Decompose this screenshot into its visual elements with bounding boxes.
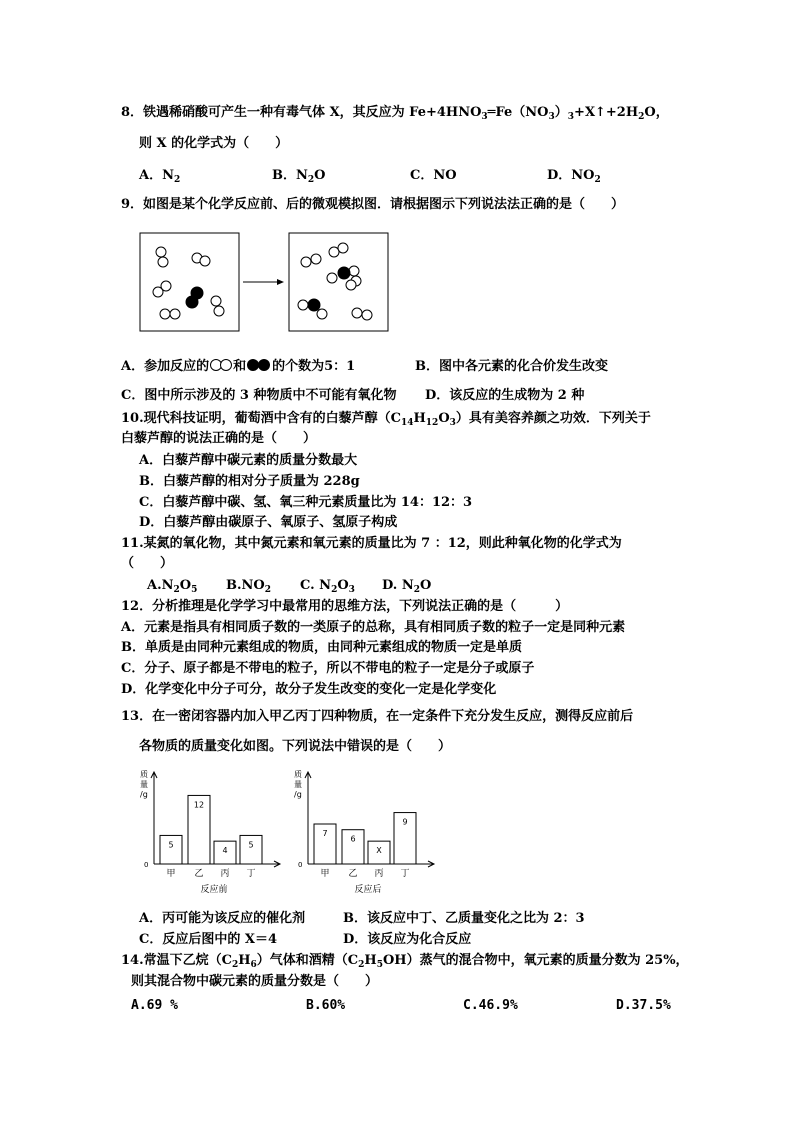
y-axis-label: 量 [140,780,148,789]
y-axis-label: 质 [294,770,302,779]
mass-chart-after [292,768,442,896]
q9-option-c: C．图中所示涉及的 3 种物质中不可能有氧化物 [121,388,397,403]
q8-option-a: A．$N_2$ [139,168,181,185]
data-label: 6 [350,834,356,844]
q14-option-c: C.46.9% [463,998,518,1013]
mass-chart-before [138,768,288,896]
x-tick-label: 丁 [400,869,410,879]
open-pair-icon [209,358,233,372]
q13-option-c: C．反应后图中的 X＝4 [139,932,278,947]
x-tick-label: 乙 [194,869,204,879]
q12-stem: 12．分析推理是化学学习中最常用的思维方法，下列说法正确的是（ ） [121,599,569,614]
q13-option-d: D．该反应为化合反应 [343,932,472,947]
q8-option-c: C．NO [410,168,457,183]
data-label: 12 [193,800,205,810]
chart-title: 反应后 [354,885,382,895]
data-label: 7 [322,829,328,838]
chart-title: 反应前 [200,885,228,895]
q8-stem: 8．铁遇稀硝酸可产生一种有毒气体 X，其反应为 $Fe+4HNO_3═Fe(NO_3)_3+X↑+2H_2O$， [121,105,669,122]
q14-option-a: A.69 % [131,998,178,1013]
x-tick-label: 丙 [374,869,384,879]
q12-option-d: D．化学变化中分子可分，故分子发生改变的变化一定是化学变化 [121,682,497,697]
q10-option-d: D．白藜芦醇由碳原子、氧原子、氢原子构成 [139,515,398,530]
q12-option-b: B．单质是由同种元素组成的物质，由同种元素组成的物质一定是单质 [121,640,522,655]
q13-option-a: A．丙可能为该反应的催化剂 [139,911,306,926]
q14-stem: 14.常温下乙烷$(C_2H_6)$气体和酒精$(C_2H_5OH)$蒸气的混合物中，氧元素的质量分数为 25%， [121,953,689,970]
q13-line2: 各物质的质量变化如图。下列说法中错误的是（ ） [139,739,452,754]
q10-option-c: C．白藜芦醇中碳、氢、氧三种元素质量比为 14：12：3 [139,495,473,510]
x-tick-label: 丙 [220,869,230,879]
origin-label: 0 [144,861,149,869]
q10-stem: 10.现代科技证明，葡萄酒中含有的白藜芦醇$(C_{14}H_{12}O_3)$具有美容养颜之功效．下列关于 [121,411,651,428]
q8-option-b: B．$N_2O$ [272,168,326,185]
box-before [140,233,239,331]
y-axis-label: /g [294,790,302,799]
q9-option-a: A．参加反应的 和 的个数为5：1 [121,359,356,374]
x-tick-label: 乙 [348,869,358,879]
q14-line2: 则其混合物中碳元素的质量分数是（ ） [131,974,379,989]
x-tick-label: 甲 [320,869,330,879]
q11-line2: （ ） [121,556,174,571]
q8-option-d: D．$NO_2$ [547,168,601,185]
data-label: 4 [222,846,228,856]
data-label: 5 [168,840,174,850]
q11-option-c: C. $N_2O_3$ [300,578,355,595]
reaction-micro-diagram [138,230,394,334]
q8-line2: 则 X 的化学式为（ ） [139,136,289,151]
q14-option-d: D.37.5% [616,998,671,1013]
q11-option-a: $A.N_2O_5$ [147,578,198,595]
y-axis-label: 量 [294,780,302,789]
q14-option-b: B.60% [306,998,346,1013]
y-axis-label: /g [140,790,148,799]
reaction-arrow-head [277,279,284,285]
q10-option-a: A．白藜芦醇中碳元素的质量分数最大 [139,453,358,468]
q10-option-b: B．白藜芦醇的相对分子质量为 228g [139,474,360,489]
data-label: 9 [402,817,408,827]
q10-line2: 白藜芦醇的说法正确的是（ ） [121,431,317,446]
q9-option-b: B．图中各元素的化合价发生改变 [415,359,608,374]
q11-stem: 11.某氮的氧化物，其中氮元素和氧元素的质量比为 7 ：12，则此种氧化物的化学式为 [121,536,622,551]
filled-pair-icon [246,358,272,372]
data-label: X [376,846,382,856]
q11-option-d: D. $N_2O$ [382,578,432,595]
q11-option-b: $B.NO_2$ [226,578,271,595]
origin-label: 0 [298,861,303,869]
data-label: 5 [248,840,254,850]
q12-option-a: A．元素是指具有相同质子数的一类原子的总称，具有相同质子数的粒子一定是同种元素 [121,620,626,635]
q12-option-c: C．分子、原子都是不带电的粒子，所以不带电的粒子一定是分子或原子 [121,661,535,676]
q9-stem: 9．如图是某个化学反应前、后的微观模拟图．请根据图示下列说法法正确的是（ ） [121,197,625,212]
q13-option-b: B．该反应中丁、乙质量变化之比为 2：3 [343,911,585,926]
q9-option-d: D．该反应的生成物为 2 种 [425,388,585,403]
q13-stem: 13．在一密闭容器内加入甲乙丙丁四种物质，在一定条件下充分发生反应，测得反应前后 [121,709,634,724]
x-tick-label: 丁 [246,869,256,879]
x-tick-label: 甲 [166,869,176,879]
y-axis-label: 质 [140,770,148,779]
